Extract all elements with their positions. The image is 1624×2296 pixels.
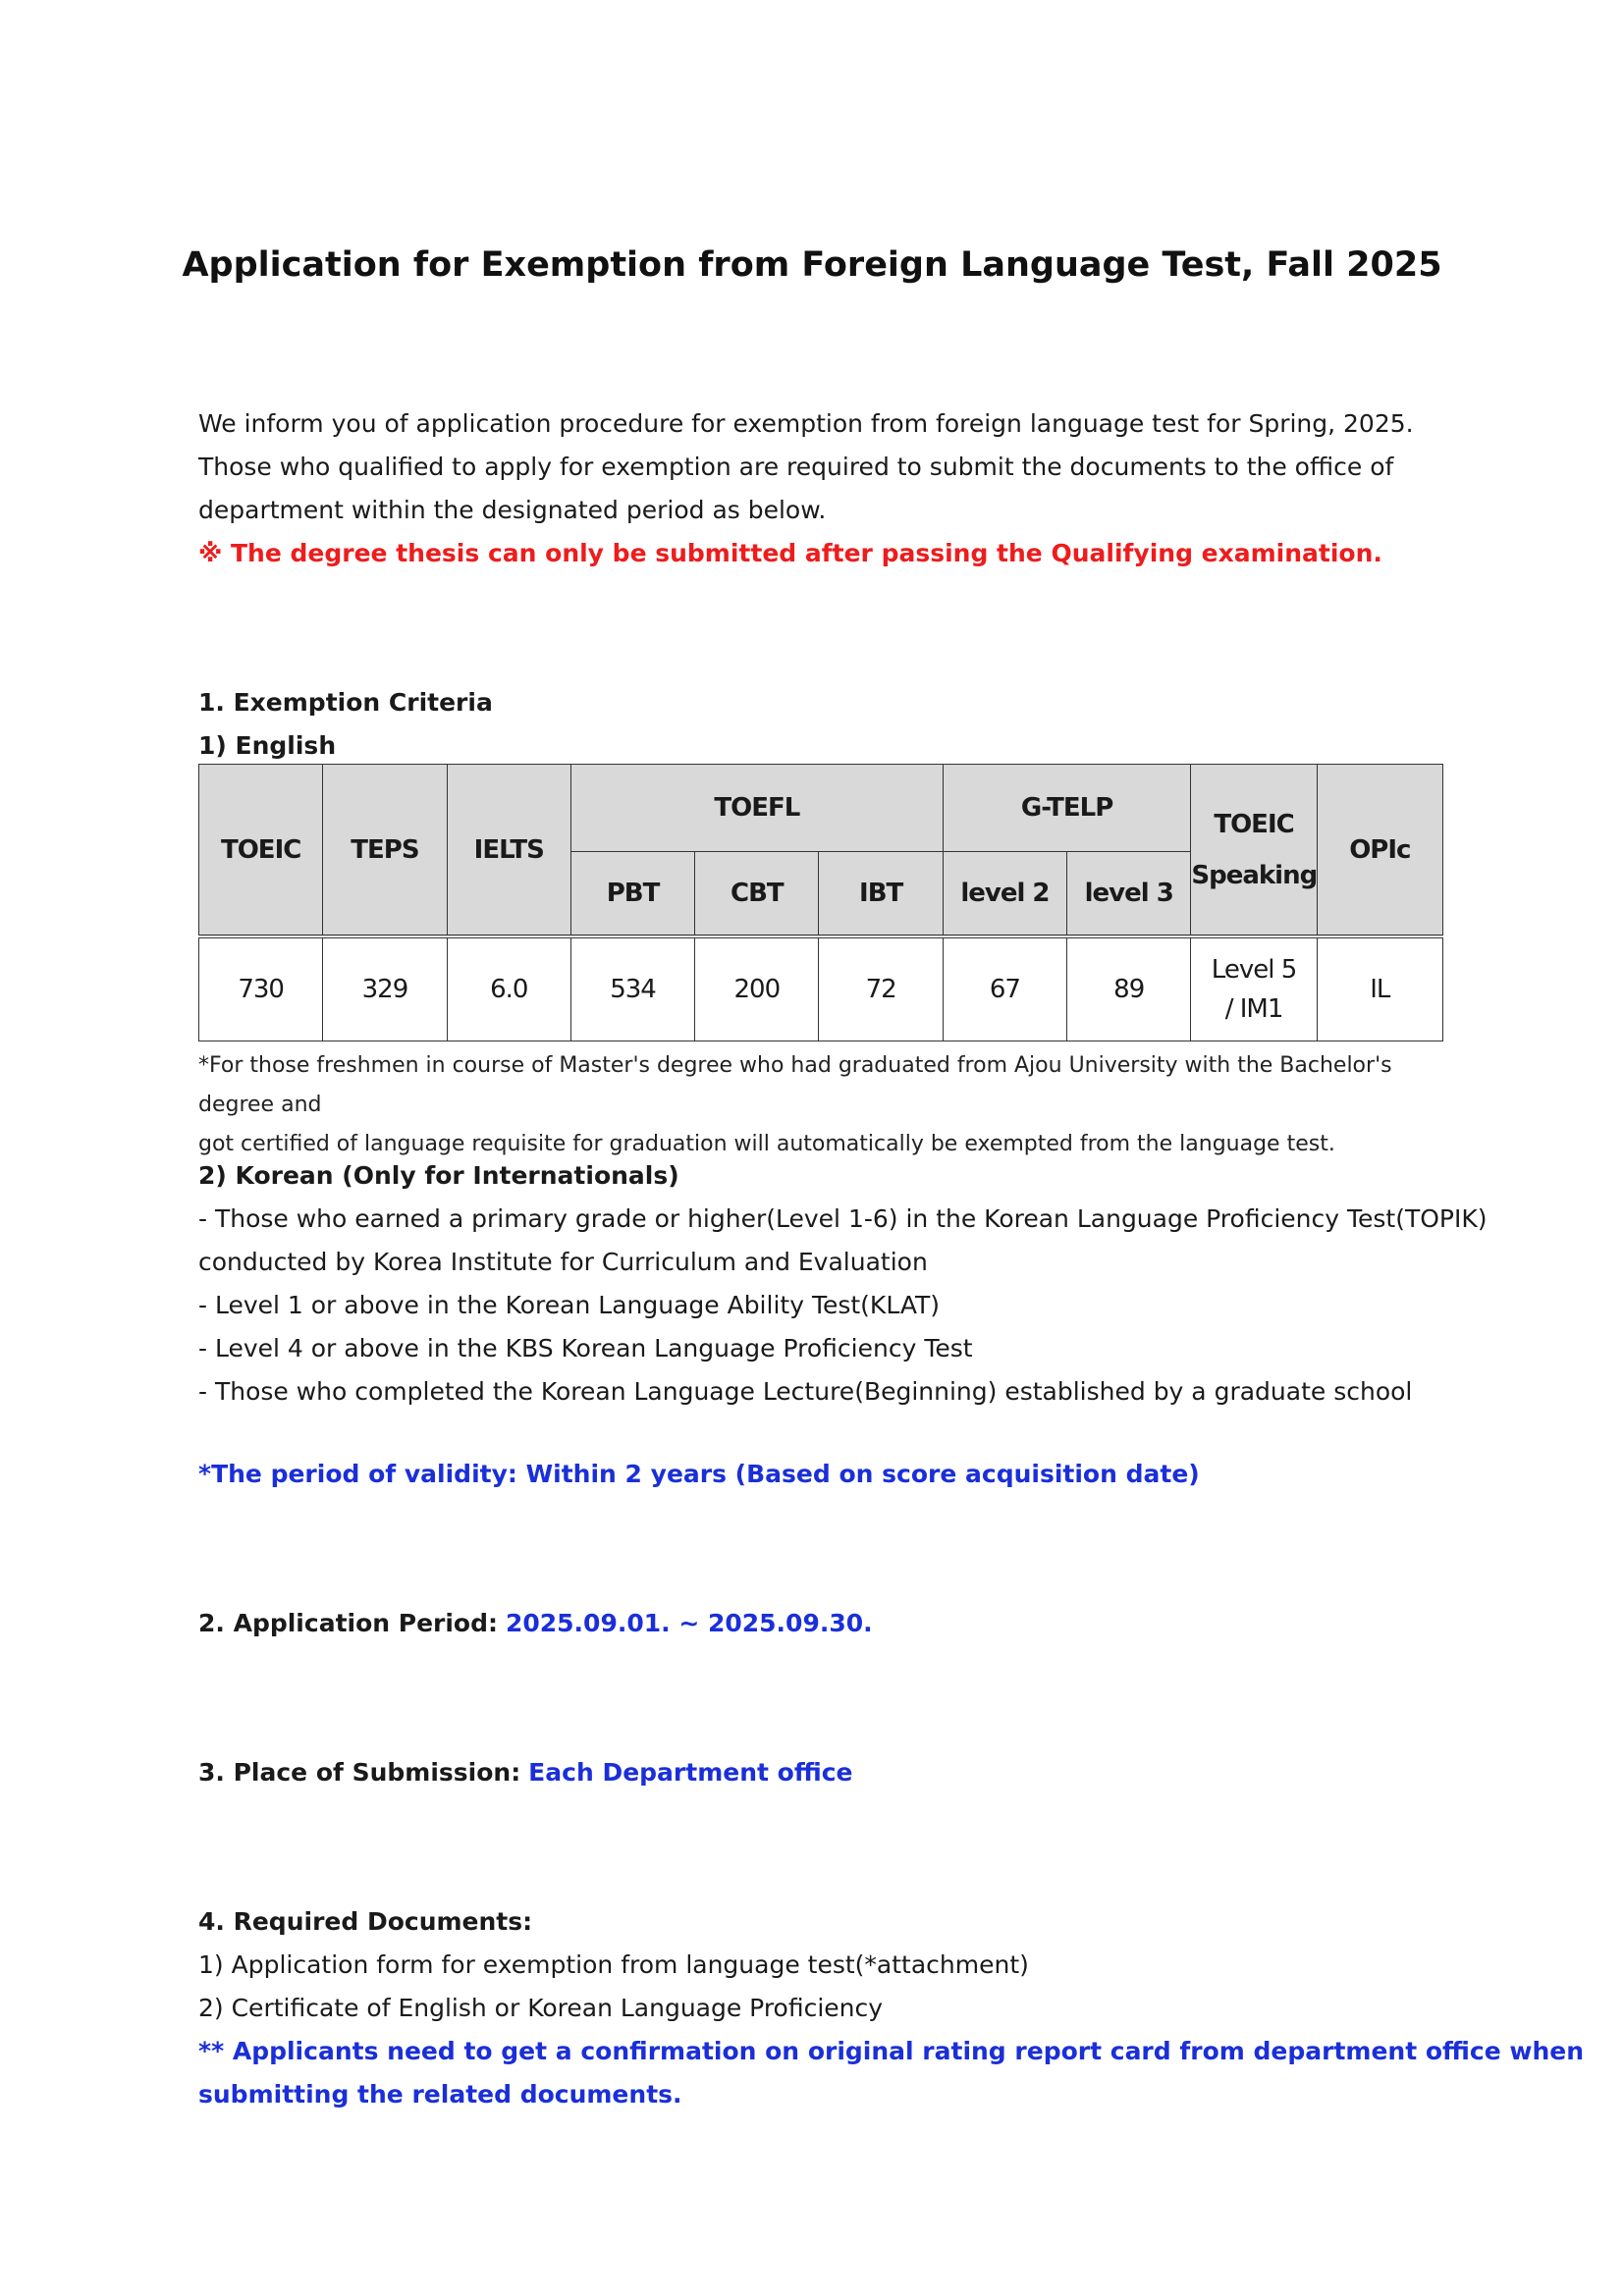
korean-item: - Those who earned a primary grade or higher(Level 1-6) in the Korean Language Proficiency Test(TOPIK)	[198, 1204, 1488, 1233]
value-toeic: 730	[199, 936, 323, 1041]
confirmation-note-line-2: submitting the related documents.	[198, 2080, 682, 2109]
header-toeic-speaking-line-1: TOEIC	[1214, 809, 1294, 839]
place-of-submission	[198, 1751, 852, 1794]
value-ibt: 72	[819, 936, 943, 1041]
validity-note: *The period of validity: Within 2 years (Based on score acquisition date)	[198, 1460, 1200, 1488]
section-1-heading: 1. Exemption Criteria	[198, 688, 493, 717]
thesis-notice: ※ The degree thesis can only be submitted after passing the Qualifying examination.	[198, 539, 1382, 567]
korean-section	[198, 1154, 1488, 1414]
footnote-line-2: got certified of language requisite for graduation will automatically be exempted from the language test.	[198, 1132, 1335, 1156]
header-cbt: CBT	[695, 852, 819, 937]
value-level-3: 89	[1067, 936, 1191, 1041]
value-teps: 329	[323, 936, 447, 1041]
korean-item: - Level 4 or above in the KBS Korean Language Proficiency Test	[198, 1334, 973, 1362]
english-subheading: 1) English	[198, 731, 337, 760]
korean-item: conducted by Korea Institute for Curriculum and Evaluation	[198, 1248, 928, 1276]
submission-place-value: Each Department office	[528, 1758, 853, 1787]
header-toefl: TOEFL	[570, 765, 943, 852]
required-documents-heading: 4. Required Documents:	[198, 1907, 533, 1936]
header-ielts: IELTS	[447, 765, 570, 937]
table-footnote	[198, 1046, 1447, 1164]
value-pbt: 534	[570, 936, 694, 1041]
header-gtelp: G-TELP	[943, 765, 1191, 852]
intro-line-2: Those who qualified to apply for exemption are required to submit the documents to the office of	[198, 453, 1394, 481]
value-toeic-speaking	[1191, 936, 1317, 1041]
value-level-2: 67	[943, 936, 1066, 1041]
header-opic: OPIc	[1317, 765, 1442, 937]
header-teps: TEPS	[323, 765, 447, 937]
submission-place-label: 3. Place of Submission:	[198, 1758, 521, 1787]
application-period-label: 2. Application Period:	[198, 1609, 499, 1637]
korean-item: - Those who completed the Korean Language Lecture(Beginning) established by a graduate school	[198, 1377, 1413, 1406]
korean-item: - Level 1 or above in the Korean Language Ability Test(KLAT)	[198, 1291, 941, 1319]
english-exemption-table	[198, 764, 1443, 1041]
header-toeic-speaking-line-2: Speaking	[1191, 860, 1318, 890]
header-ibt: IBT	[819, 852, 943, 937]
value-toeic-speaking-line-1: Level 5	[1211, 955, 1297, 985]
intro-line-3: department within the designated period as below.	[198, 496, 827, 524]
korean-subheading: 2) Korean (Only for Internationals)	[198, 1161, 679, 1190]
intro-line-1: We inform you of application procedure for exemption from foreign language test for Spring, 2025.	[198, 409, 1414, 438]
header-level-3: level 3	[1067, 852, 1191, 937]
header-pbt: PBT	[570, 852, 694, 937]
value-ielts: 6.0	[447, 936, 570, 1041]
value-cbt: 200	[695, 936, 819, 1041]
application-period	[198, 1602, 873, 1645]
header-level-2: level 2	[943, 852, 1066, 937]
page-title: Application for Exemption from Foreign Language Test, Fall 2025	[182, 245, 1442, 285]
header-toeic-speaking	[1191, 765, 1317, 937]
required-document-item: 1) Application form for exemption from language test(*attachment)	[198, 1950, 1029, 1979]
footnote-line-1: *For those freshmen in course of Master's degree who had graduated from Ajou University with the Bachelor's degree and	[198, 1053, 1392, 1117]
application-period-value: 2025.09.01. ~ 2025.09.30.	[505, 1609, 873, 1637]
value-opic: IL	[1317, 936, 1442, 1041]
confirmation-note-line-1: ** Applicants need to get a confirmation on original rating report card from department office when	[198, 2037, 1585, 2065]
intro-paragraph	[198, 402, 1414, 575]
required-document-item: 2) Certificate of English or Korean Language Proficiency	[198, 1994, 884, 2022]
required-documents	[198, 1900, 1584, 2116]
value-toeic-speaking-line-2: / IM1	[1224, 994, 1283, 1024]
header-toeic: TOEIC	[199, 765, 323, 937]
